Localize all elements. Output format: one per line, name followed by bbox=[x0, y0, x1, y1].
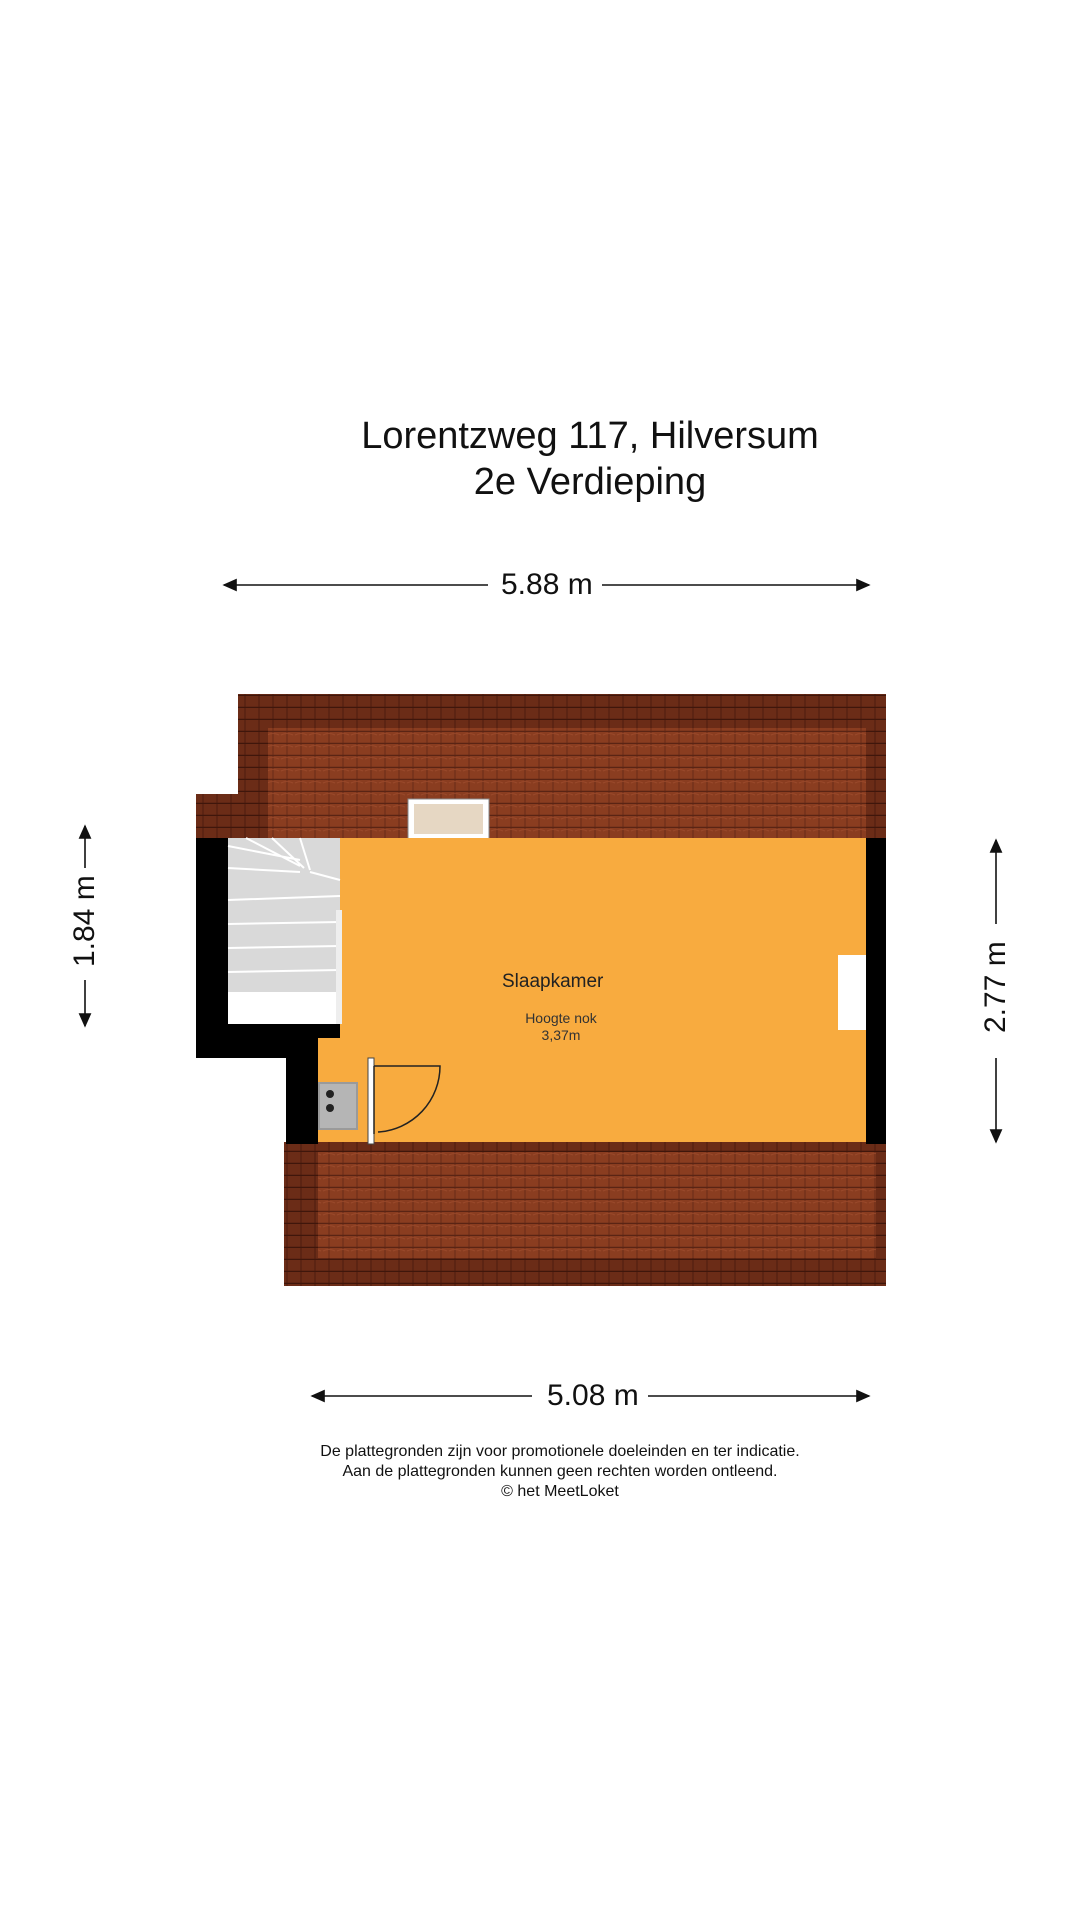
room-height-label: Hoogte nok bbox=[525, 1010, 597, 1026]
room-height-value: 3,37m bbox=[541, 1027, 581, 1043]
dimension-bottom-label: 5.08 m bbox=[541, 1378, 645, 1414]
staircase bbox=[228, 838, 342, 1024]
floor-title: 2e Verdieping bbox=[473, 461, 707, 503]
skylight bbox=[408, 799, 489, 839]
roof-top bbox=[196, 694, 886, 838]
address-title: Lorentzweg 117, Hilversum bbox=[361, 415, 819, 457]
roof-bottom bbox=[284, 1142, 886, 1286]
disclaimer-line2: Aan de plattegronden kunnen geen rechten worden ontleend. bbox=[342, 1463, 778, 1480]
disclaimer bbox=[0, 1442, 1080, 1502]
disclaimer-line1: De plattegronden zijn voor promotionele doeleinden en ter indicatie. bbox=[320, 1443, 800, 1460]
dimension-left-label: 1.84 m bbox=[68, 875, 101, 967]
disclaimer-copyright: © het MeetLoket bbox=[501, 1483, 619, 1500]
room-name: Slaapkamer bbox=[502, 971, 604, 992]
room-height bbox=[500, 1010, 622, 1044]
window-niche bbox=[838, 955, 866, 1030]
dimension-right-label: 2.77 m bbox=[979, 941, 1012, 1033]
boiler-unit bbox=[318, 1082, 358, 1130]
dimension-top-label: 5.88 m bbox=[495, 567, 599, 603]
